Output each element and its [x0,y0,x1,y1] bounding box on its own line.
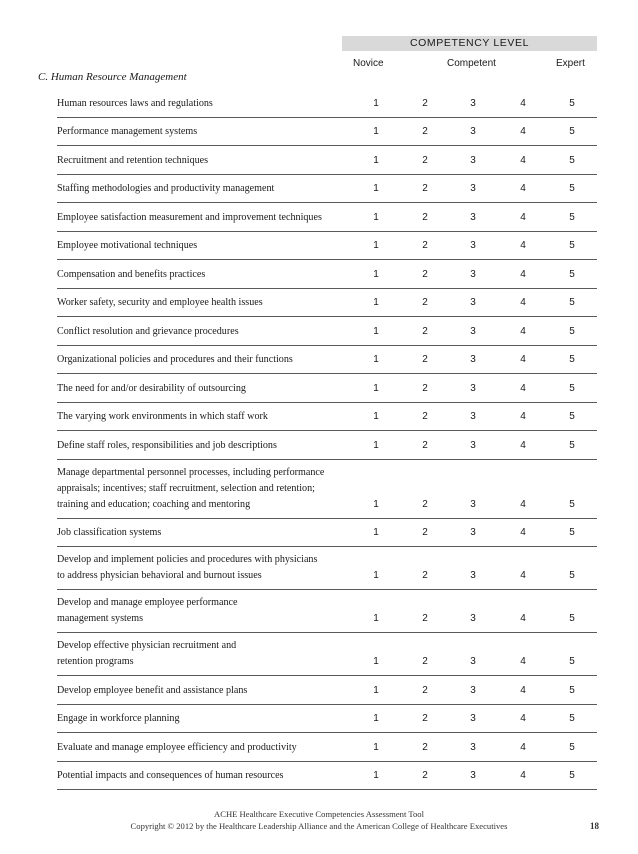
table-row [57,676,597,705]
rating-option-4[interactable]: 4 [520,684,526,696]
rating-option-3[interactable]: 3 [470,183,476,194]
rating-option-4[interactable]: 4 [520,354,526,365]
rating-option-3[interactable]: 3 [470,354,476,365]
rating-option-1[interactable]: 1 [373,439,379,451]
rating-option-2[interactable]: 2 [422,183,428,194]
rating-option-1[interactable]: 1 [373,656,379,667]
rating-option-3[interactable]: 3 [470,613,476,624]
table-row [57,733,597,762]
rating-option-1[interactable]: 1 [373,354,379,365]
rating-option-2[interactable]: 2 [422,713,428,724]
rating-option-4[interactable]: 4 [520,126,526,137]
rating-option-3[interactable]: 3 [470,741,476,753]
rating-option-4[interactable]: 4 [520,439,526,451]
rating-option-5[interactable]: 5 [569,684,575,696]
competency-table [57,89,597,790]
competency-item: Develop effective physician recruitment and retention programs [57,640,237,667]
rating-option-2[interactable]: 2 [422,154,428,166]
rating-option-5[interactable]: 5 [569,770,575,781]
table-row [57,146,597,175]
rating-option-5[interactable]: 5 [569,325,575,337]
rating-option-1[interactable]: 1 [373,268,379,280]
competency-level-header: COMPETENCY LEVEL [342,36,597,51]
rating-option-1[interactable]: 1 [373,240,379,251]
table-row [57,346,597,375]
competency-item: Develop employee benefit and assistance plans [57,684,248,696]
rating-option-3[interactable]: 3 [470,382,476,394]
rating-option-1[interactable]: 1 [373,770,379,781]
rating-option-1[interactable]: 1 [373,570,379,581]
rating-option-4[interactable]: 4 [520,411,526,422]
rating-option-4[interactable]: 4 [520,498,526,510]
rating-option-5[interactable]: 5 [569,498,575,510]
rating-option-2[interactable]: 2 [422,439,428,451]
table-row [57,431,597,460]
table-row [57,403,597,432]
rating-option-3[interactable]: 3 [470,439,476,451]
competency-item: Organizational policies and procedures and their functions [57,354,293,365]
rating-option-5[interactable]: 5 [569,411,575,422]
rating-option-3[interactable]: 3 [470,240,476,251]
rating-option-3[interactable]: 3 [470,527,476,538]
rating-option-4[interactable]: 4 [520,656,526,667]
rating-option-2[interactable]: 2 [422,97,428,109]
competency-item: Manage departmental personnel processes, including performance appraisals; incentives; staff recruitment, selection and retention; training and education; coaching and mentoring [57,466,325,510]
table-row [57,519,597,548]
table-row [57,705,597,734]
rating-option-2[interactable]: 2 [422,570,428,581]
rating-option-5[interactable]: 5 [569,126,575,137]
table-row [57,203,597,232]
rating-option-2[interactable]: 2 [422,126,428,137]
rating-option-5[interactable]: 5 [569,354,575,365]
competency-item: Employee motivational techniques [57,240,198,251]
rating-option-2[interactable]: 2 [422,684,428,696]
rating-option-4[interactable]: 4 [520,382,526,394]
rating-option-3[interactable]: 3 [470,297,476,308]
rating-option-4[interactable]: 4 [520,570,526,581]
rating-option-2[interactable]: 2 [422,527,428,538]
rating-option-5[interactable]: 5 [569,297,575,308]
rating-option-2[interactable]: 2 [422,382,428,394]
table-row [57,547,597,590]
rating-option-4[interactable]: 4 [520,297,526,308]
rating-option-3[interactable]: 3 [470,684,476,696]
competency-item: Develop and implement policies and procedures with physicians to address physician behavioral and burnout issues [57,554,318,581]
competency-item: Job classification systems [57,527,162,538]
rating-option-2[interactable]: 2 [422,741,428,753]
rating-option-3[interactable]: 3 [470,570,476,581]
competency-item: Potential impacts and consequences of human resources [57,770,284,781]
rating-option-4[interactable]: 4 [520,240,526,251]
rating-option-3[interactable]: 3 [470,411,476,422]
rating-option-2[interactable]: 2 [422,211,428,223]
rating-option-3[interactable]: 3 [470,268,476,280]
rating-option-1[interactable]: 1 [373,183,379,194]
competency-item: Define staff roles, responsibilities and job descriptions [57,439,277,451]
rating-option-3[interactable]: 3 [470,97,476,109]
competency-item: Human resources laws and regulations [57,97,213,109]
rating-option-4[interactable]: 4 [520,770,526,781]
table-row [57,89,597,118]
rating-option-5[interactable]: 5 [569,741,575,753]
rating-option-3[interactable]: 3 [470,656,476,667]
rating-option-1[interactable]: 1 [373,613,379,624]
rating-option-3[interactable]: 3 [470,154,476,166]
section-title: C. Human Resource Management [38,71,187,83]
rating-option-4[interactable]: 4 [520,154,526,166]
rating-option-1[interactable]: 1 [373,684,379,696]
table-row [57,374,597,403]
rating-option-5[interactable]: 5 [569,240,575,251]
rating-option-1[interactable]: 1 [373,97,379,109]
table-row [57,175,597,204]
competency-item: Develop and manage employee performance management systems [57,597,238,624]
rating-option-1[interactable]: 1 [373,325,379,337]
competency-item: Recruitment and retention techniques [57,154,209,166]
level-label-novice: Novice [353,58,384,69]
rating-option-1[interactable]: 1 [373,126,379,137]
rating-option-2[interactable]: 2 [422,411,428,422]
rating-option-5[interactable]: 5 [569,570,575,581]
rating-option-5[interactable]: 5 [569,439,575,451]
competency-item: Employee satisfaction measurement and improvement techniques [57,211,322,223]
rating-option-5[interactable]: 5 [569,97,575,109]
rating-option-2[interactable]: 2 [422,656,428,667]
table-row [57,260,597,289]
rating-option-4[interactable]: 4 [520,268,526,280]
rating-option-3[interactable]: 3 [470,211,476,223]
rating-option-4[interactable]: 4 [520,325,526,337]
rating-option-4[interactable]: 4 [520,211,526,223]
competency-item: Worker safety, security and employee health issues [57,297,263,308]
rating-option-3[interactable]: 3 [470,770,476,781]
rating-option-4[interactable]: 4 [520,713,526,724]
rating-option-5[interactable]: 5 [569,268,575,280]
competency-item: Evaluate and manage employee efficiency and productivity [57,741,297,753]
rating-option-2[interactable]: 2 [422,325,428,337]
rating-option-4[interactable]: 4 [520,613,526,624]
table-row [57,317,597,346]
rating-option-3[interactable]: 3 [470,126,476,137]
page-number: 18 [590,821,599,831]
rating-option-2[interactable]: 2 [422,354,428,365]
rating-option-2[interactable]: 2 [422,770,428,781]
rating-option-4[interactable]: 4 [520,97,526,109]
competency-item: The need for and/or desirability of outsourcing [57,382,246,394]
rating-option-2[interactable]: 2 [422,613,428,624]
rating-option-3[interactable]: 3 [470,498,476,510]
rating-option-2[interactable]: 2 [422,498,428,510]
table-row [57,590,597,633]
table-row [57,289,597,318]
rating-option-4[interactable]: 4 [520,183,526,194]
rating-option-2[interactable]: 2 [422,268,428,280]
rating-option-1[interactable]: 1 [373,154,379,166]
table-row [57,118,597,147]
rating-option-3[interactable]: 3 [470,713,476,724]
table-row [57,460,597,519]
competency-item: Staffing methodologies and productivity management [57,183,275,194]
level-label-expert: Expert [556,58,585,69]
rating-option-1[interactable]: 1 [373,297,379,308]
rating-option-2[interactable]: 2 [422,240,428,251]
rating-option-1[interactable]: 1 [373,498,379,510]
competency-item: The varying work environments in which staff work [57,411,268,422]
competency-item: Engage in workforce planning [57,713,180,724]
competency-item: Performance management systems [57,126,198,137]
rating-option-5[interactable]: 5 [569,613,575,624]
level-label-competent: Competent [447,58,496,69]
rating-option-1[interactable]: 1 [373,382,379,394]
rating-option-5[interactable]: 5 [569,527,575,538]
rating-option-1[interactable]: 1 [373,527,379,538]
rating-option-5[interactable]: 5 [569,713,575,724]
rating-option-5[interactable]: 5 [569,154,575,166]
rating-option-1[interactable]: 1 [373,211,379,223]
table-row [57,232,597,261]
rating-option-5[interactable]: 5 [569,183,575,194]
footer-copyright: Copyright © 2012 by the Healthcare Leadership Alliance and the American College of Healthcare Executives [130,821,508,831]
rating-option-1[interactable]: 1 [373,713,379,724]
rating-option-3[interactable]: 3 [470,325,476,337]
competency-item: Compensation and benefits practices [57,268,206,280]
rating-option-4[interactable]: 4 [520,527,526,538]
table-row [57,762,597,791]
footer-title: ACHE Healthcare Executive Competencies Assessment Tool [214,809,424,819]
rating-option-2[interactable]: 2 [422,297,428,308]
rating-option-5[interactable]: 5 [569,211,575,223]
competency-item: Conflict resolution and grievance procedures [57,325,239,337]
rating-option-5[interactable]: 5 [569,656,575,667]
rating-option-1[interactable]: 1 [373,741,379,753]
rating-option-4[interactable]: 4 [520,741,526,753]
table-row [57,633,597,676]
rating-option-1[interactable]: 1 [373,411,379,422]
rating-option-5[interactable]: 5 [569,382,575,394]
